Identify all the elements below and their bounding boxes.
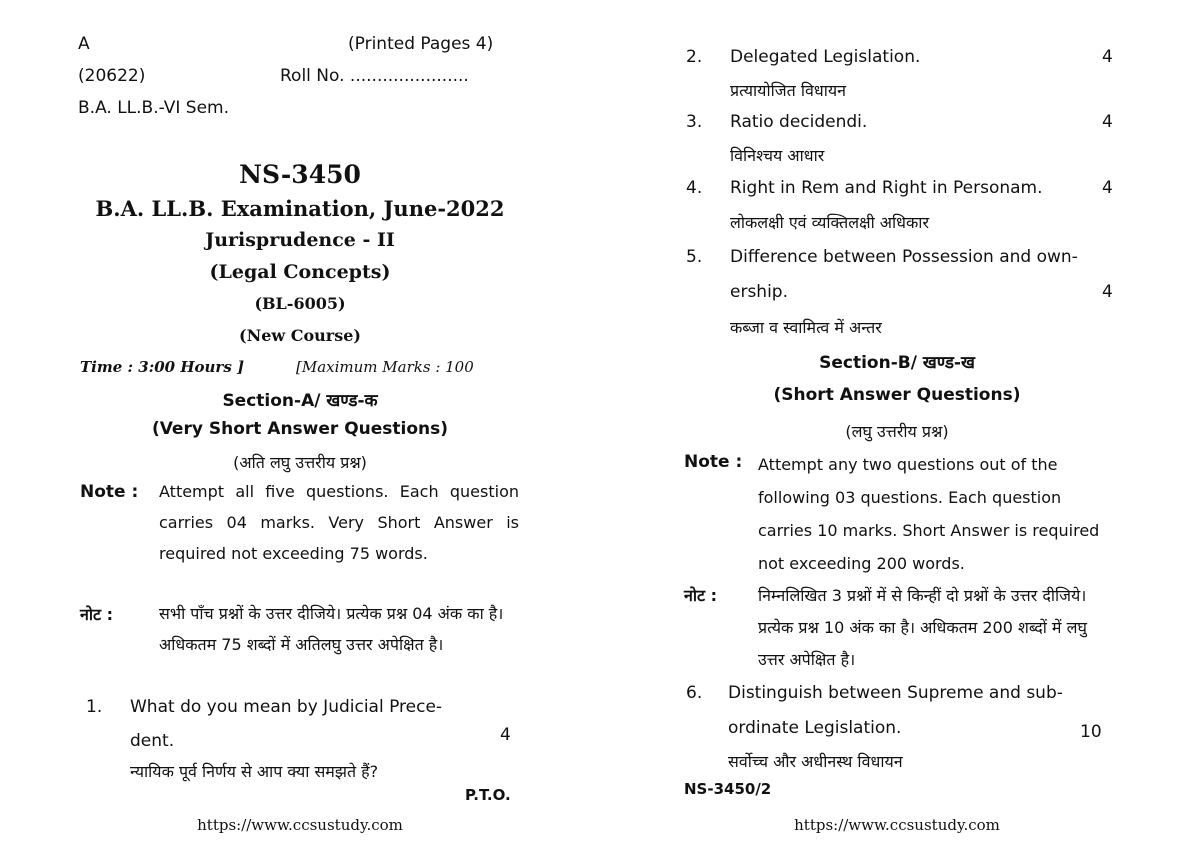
q5-hindi: कब्जा व स्वामित्व में अन्तर [730, 318, 882, 337]
q5-line2: ership. [730, 282, 788, 302]
q4-hindi: लोकलक्षी एवं व्यक्तिलक्षी अधिकार [730, 213, 929, 232]
pto: P.T.O. [465, 786, 511, 804]
q4-marks: 4 [1102, 178, 1113, 198]
q2-text: Delegated Legislation. [730, 47, 921, 67]
q6-number: 6. [686, 683, 703, 703]
note-hi-label-b: नोट : [684, 586, 718, 605]
paper-id: NS-3450 [239, 160, 361, 189]
note-label: Note : [80, 482, 139, 502]
q3-number: 3. [686, 112, 703, 132]
note-label-b: Note : [684, 452, 743, 472]
q1-marks: 4 [500, 725, 511, 745]
course-sem: B.A. LL.B.-VI Sem. [78, 98, 230, 118]
max-marks: [Maximum Marks : 100 [296, 358, 474, 376]
q1-number: 1. [86, 697, 103, 717]
q2-marks: 4 [1102, 47, 1113, 67]
q3-marks: 4 [1102, 112, 1113, 132]
q4-text: Right in Rem and Right in Personam. [730, 178, 1043, 198]
subject-code: (BL-6005) [254, 294, 346, 313]
sub-subject: (Legal Concepts) [209, 261, 391, 283]
footer-url-right: https://www.ccsustudy.com [794, 816, 1000, 834]
exam-title: B.A. LL.B. Examination, June-2022 [95, 196, 505, 221]
course-type: (New Course) [239, 326, 361, 345]
q1-line2: dent. [130, 731, 175, 751]
note-hi-text: सभी पाँच प्रश्नों के उत्तर दीजिये। प्रत्येक प्रश्न 04 अंक का है। अधिकतम 75 शब्दों में अतिलघु उत्तर अपेक्षित है। [159, 604, 504, 654]
q2-number: 2. [686, 47, 703, 67]
roll-no: Roll No. ...................... [280, 66, 469, 86]
q5-number: 5. [686, 247, 703, 267]
note-text-b: Attempt any two questions out of the following 03 questions. Each question carries 10 marks. Short Answer is required not exceeding 200 words. [758, 455, 1100, 573]
exam-time: Time : 3:00 Hours ] [80, 358, 245, 376]
note-hi-label: नोट : [80, 605, 114, 624]
q6-line2: ordinate Legislation. [728, 718, 902, 738]
printed-pages: (Printed Pages 4) [348, 34, 494, 54]
paper-code: (20622) [78, 66, 146, 86]
q6-hindi: सर्वोच्च और अधीनस्थ विधायन [728, 752, 903, 771]
q1-line1: What do you mean by Judicial Prece- [130, 697, 443, 717]
q2-hindi: प्रत्यायोजित विधायन [730, 81, 846, 100]
section-a-subtitle: (Very Short Answer Questions) [151, 419, 449, 439]
q3-hindi: विनिश्चय आधार [730, 146, 825, 165]
section-b-title: Section-B/ खण्ड-ख [819, 353, 975, 373]
subject: Jurisprudence - II [205, 229, 395, 251]
section-a-title: Section-A/ खण्ड-क [222, 391, 378, 411]
q5-line1: Difference between Possession and own- [730, 247, 1078, 267]
section-b-subtitle-hi: (लघु उत्तरीय प्रश्न) [845, 422, 949, 441]
q5-marks: 4 [1102, 282, 1113, 302]
note-hi-text-b: निम्नलिखित 3 प्रश्नों में से किन्हीं दो प्रश्नों के उत्तर दीजिये। प्रत्येक प्रश्न 10 अंक का है। अधिकतम 200 शब्दों में लघु उत्तर अपेक्षित है। [758, 586, 1087, 669]
q1-hindi: न्यायिक पूर्व निर्णय से आप क्या समझते हैं? [130, 762, 379, 781]
note-text: Attempt all five questions. Each question carries 04 marks. Very Short Answer is required not exceeding 75 words. [159, 482, 519, 563]
q4-number: 4. [686, 178, 703, 198]
section-a-subtitle-hi: (अति लघु उत्तरीय प्रश्न) [233, 453, 367, 472]
footer-url-left: https://www.ccsustudy.com [197, 816, 403, 834]
q6-marks: 10 [1080, 722, 1102, 742]
q3-text: Ratio decidendi. [730, 112, 868, 132]
series-letter: A [78, 34, 90, 54]
section-b-subtitle: (Short Answer Questions) [773, 385, 1021, 405]
page-ref: NS-3450/2 [684, 780, 772, 798]
q6-line1: Distinguish between Supreme and sub- [728, 683, 1063, 703]
